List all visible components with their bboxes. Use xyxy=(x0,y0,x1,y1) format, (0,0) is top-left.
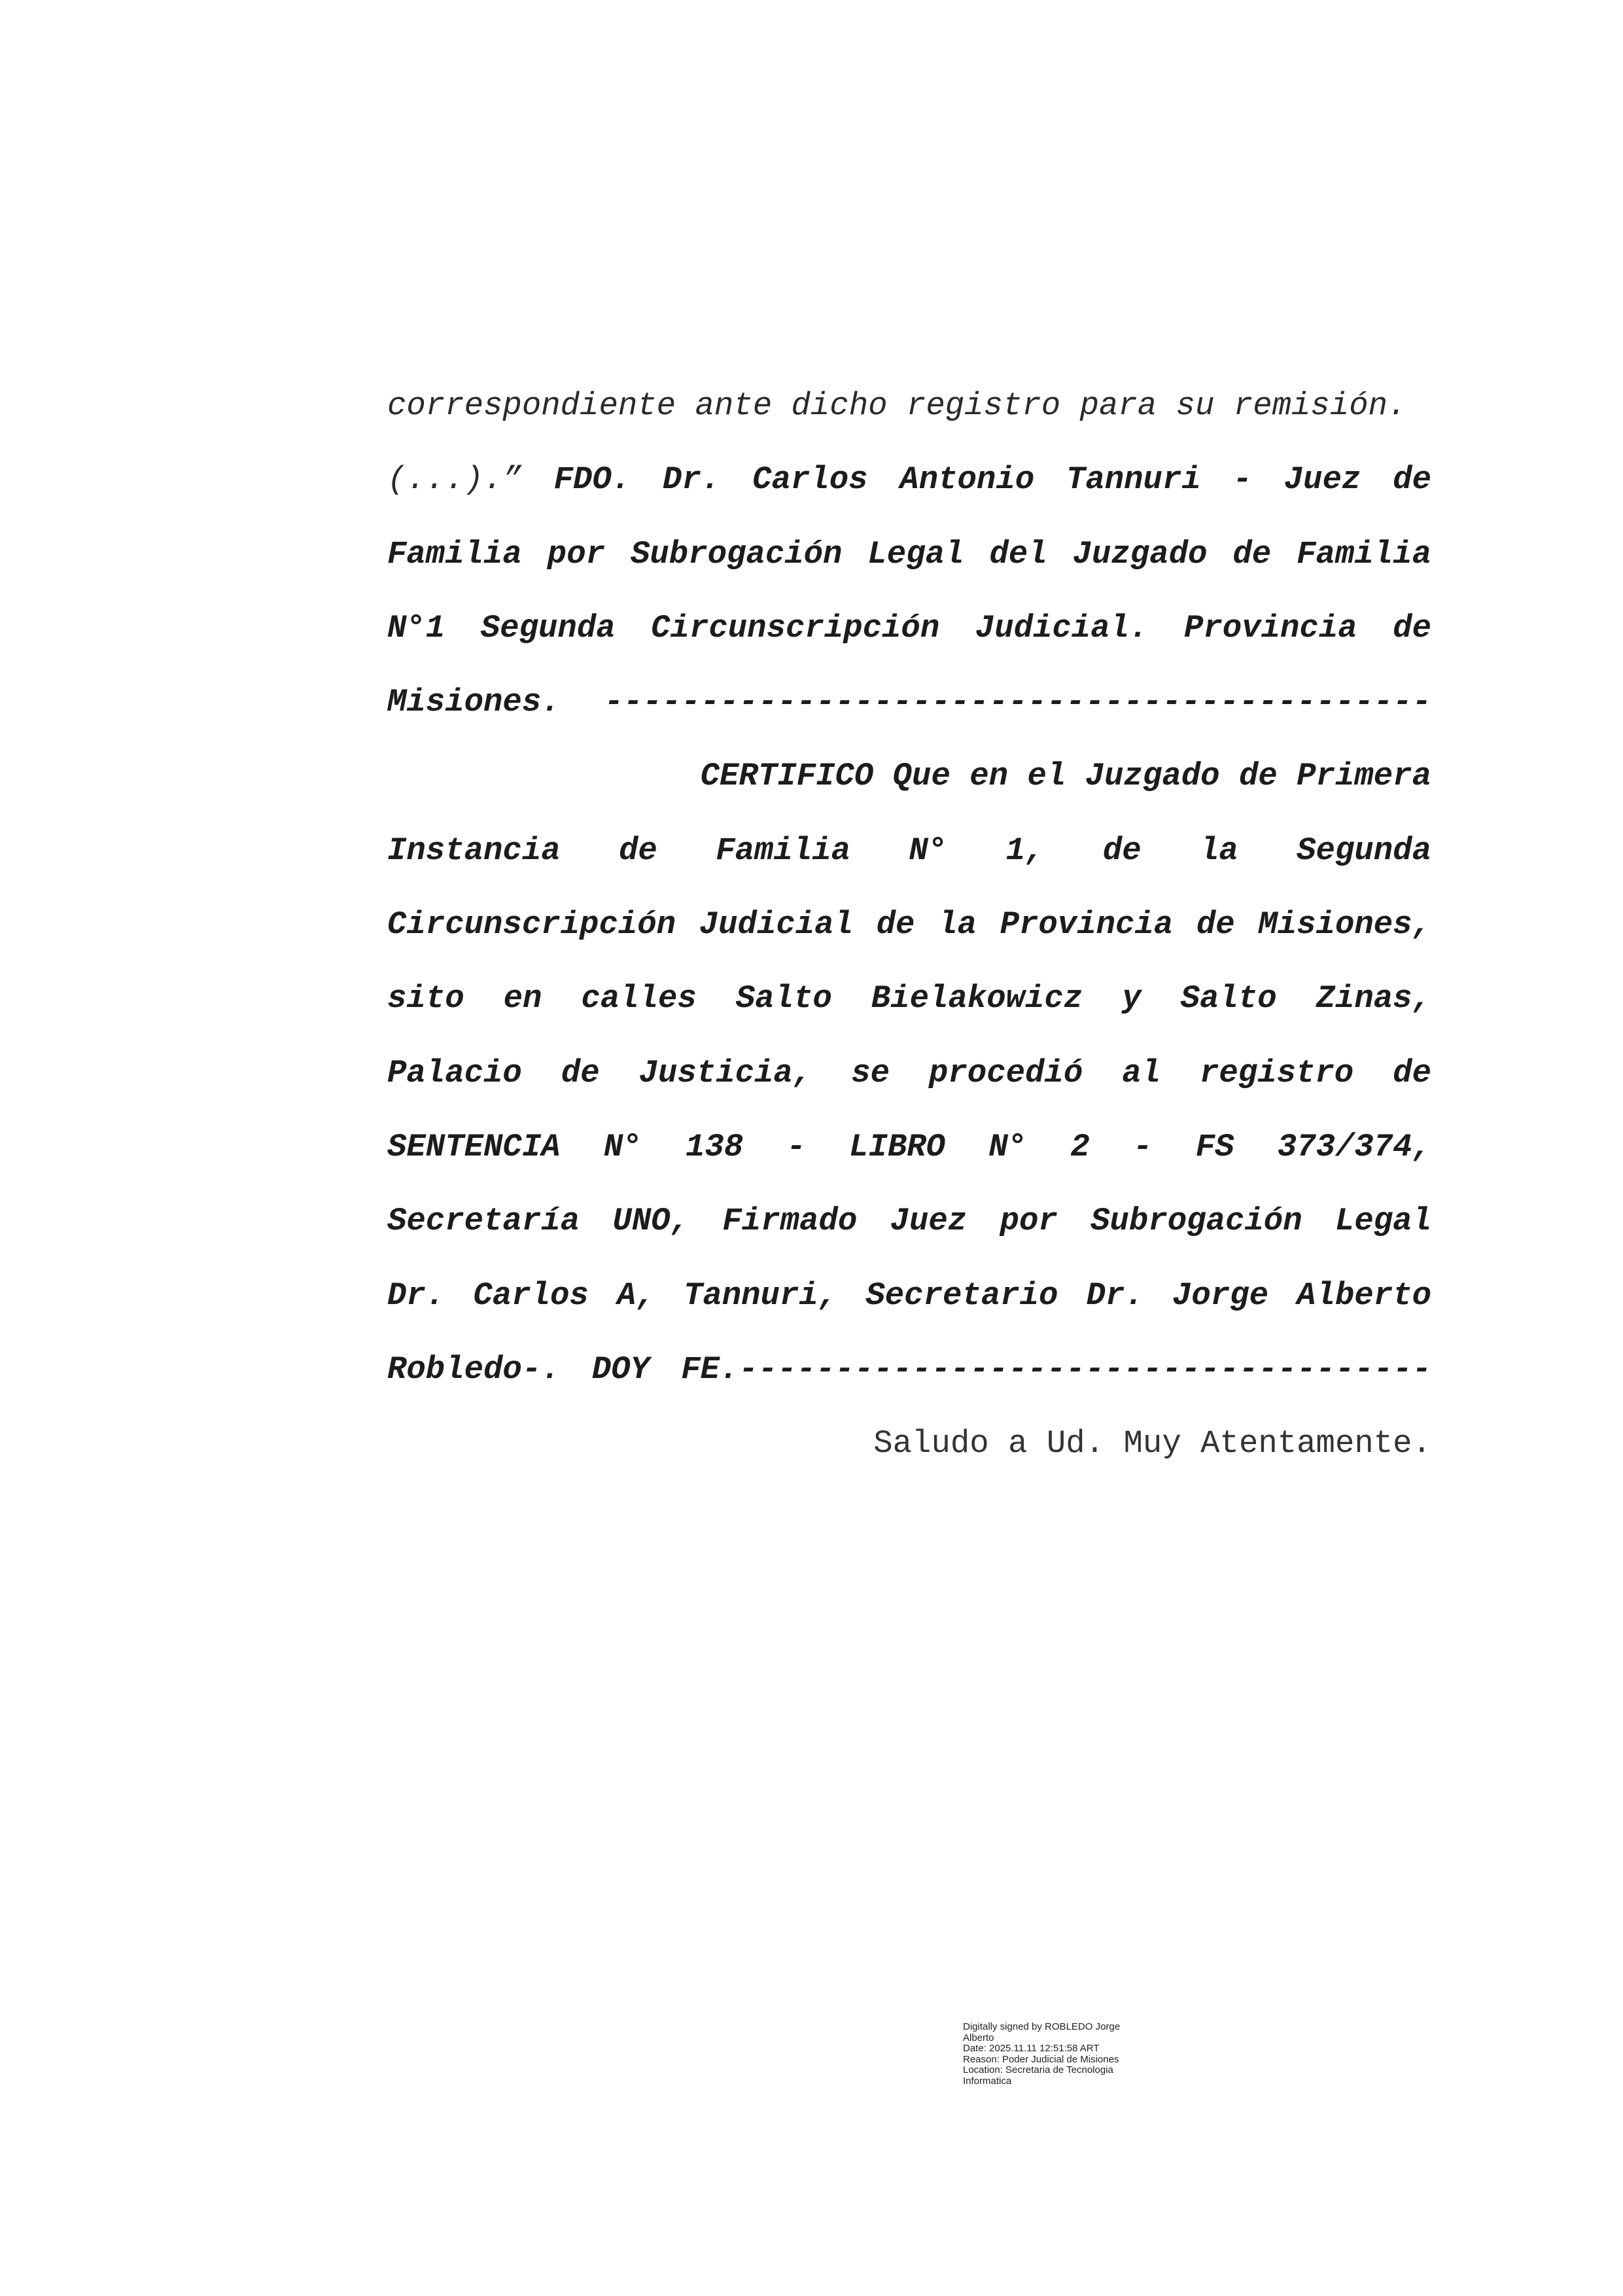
quote-closing: (...).” xyxy=(387,461,554,499)
signature-location-cont: Informatica xyxy=(963,2075,1012,2087)
body-line-5: Misiones. ------------------------------------------- xyxy=(387,684,1431,721)
body-line-12: Secretaría UNO, Firmado Juez por Subrogación Legal xyxy=(387,1203,1431,1240)
body-line-8: Circunscripción Judicial de la Provincia de Misiones, xyxy=(387,906,1431,944)
body-line-2 xyxy=(387,450,1431,524)
closing-salutation: Saludo a Ud. Muy Atentamente. xyxy=(873,1425,1431,1462)
body-line-4: N°1 Segunda Circunscripción Judicial. Provincia de xyxy=(387,609,1431,646)
digital-signature-stamp xyxy=(963,2022,1198,2087)
signature-date: Date: 2025.11.11 12:51:58 ART xyxy=(963,2043,1100,2054)
body-line-9: sito en calles Salto Bielakowicz y Salto Zinas, xyxy=(387,980,1431,1017)
body-line-7: Instancia de Familia N° 1, de la Segunda xyxy=(387,832,1431,869)
certification-heading-line: CERTIFICO Que en el Juzgado de Primera xyxy=(700,758,1431,795)
document-body xyxy=(387,376,1431,1488)
signature-line-2: Alberto xyxy=(963,2032,994,2043)
body-line-1: correspondiente ante dicho registro para su remisión. xyxy=(387,387,1407,424)
body-line-3: Familia por Subrogación Legal del Juzgado de Familia xyxy=(387,535,1431,573)
body-line-13: Dr. Carlos A, Tannuri, Secretario Dr. Jorge Alberto xyxy=(387,1277,1431,1314)
signature-location: Location: Secretaria de Tecnologia xyxy=(963,2064,1113,2075)
signature-attribution: FDO. Dr. Carlos Antonio Tannuri - Juez de xyxy=(553,461,1431,499)
body-line-10: Palacio de Justicia, se procedió al registro de xyxy=(387,1054,1431,1091)
body-line-11: SENTENCIA N° 138 - LIBRO N° 2 - FS 373/374, xyxy=(387,1128,1431,1165)
body-line-14: Robledo-. DOY FE.------------------------------------ xyxy=(387,1351,1431,1388)
signature-reason: Reason: Poder Judicial de Misiones xyxy=(963,2053,1119,2065)
signature-line-1: Digitally signed by ROBLEDO Jorge xyxy=(963,2021,1121,2032)
